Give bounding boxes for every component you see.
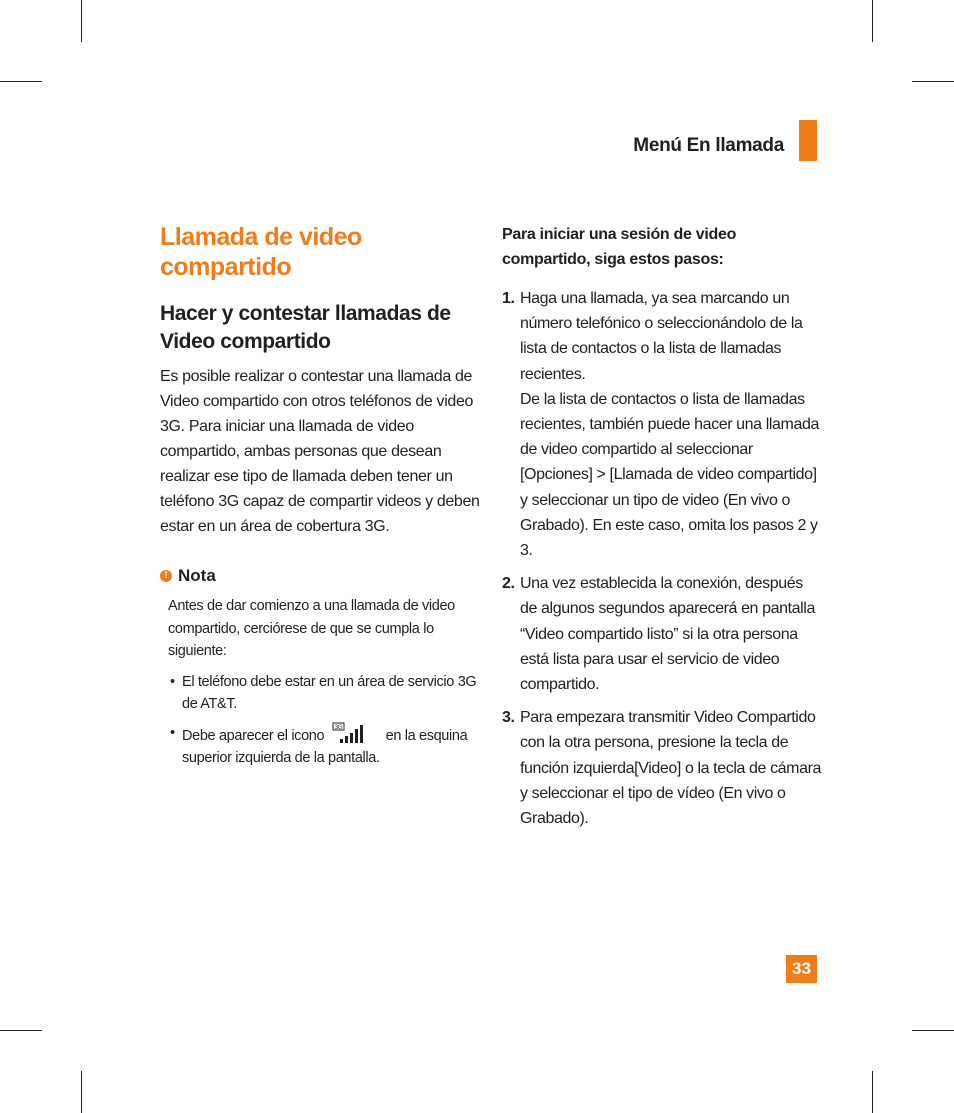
crop-mark	[912, 81, 954, 82]
crop-mark	[0, 1030, 42, 1031]
note-label: Nota	[178, 566, 216, 585]
3g-badge-text: 3G	[334, 724, 343, 731]
left-column	[160, 222, 480, 776]
section-title	[160, 222, 480, 282]
page-number: 33	[786, 955, 817, 983]
crop-mark	[872, 1071, 873, 1113]
note-text: Antes de dar comienzo a una llamada de video compartido, cerciórese de que se cumpla lo siguiente:	[168, 598, 455, 659]
list-item-text-after: en la esquina superior izquierda de la pantalla.	[182, 727, 468, 766]
subsection-title-line2: Video compartido	[160, 330, 331, 353]
step-text: Para empezara transmitir Video Compartido con la otra persona, presione la tecla de función izquierda[Video] o la tecla de cámara y seleccionar el tipo de vídeo (En vivo o Grabado).	[520, 709, 822, 828]
crop-mark	[0, 81, 42, 82]
section-tab-marker	[799, 120, 817, 161]
crop-mark	[912, 1030, 954, 1031]
warning-icon: !	[160, 570, 172, 582]
steps-intro: Para iniciar una sesión de video compartido, siga estos pasos:	[502, 226, 737, 268]
right-column	[502, 222, 822, 839]
note-list	[168, 671, 480, 770]
list-item	[168, 671, 480, 716]
list-item	[168, 722, 480, 770]
crop-mark	[81, 1071, 82, 1113]
subsection-title	[160, 300, 480, 356]
list-item-text: El teléfono debe estar en un área de servicio 3G de AT&T.	[182, 673, 477, 712]
bullet: •	[170, 673, 175, 690]
steps-list	[502, 286, 822, 831]
bullet: •	[170, 724, 175, 741]
step-number: 3.	[502, 709, 515, 727]
intro-paragraph: Es posible realizar o contestar una llamada de Video compartido con otros teléfonos de video 3G. Para iniciar una llamada de video compartido, ambas personas que desean realizar ese tipo de llamada deben tener un teléfono 3G capaz de compartir videos y deben estar en un área de cobertura 3G.	[160, 368, 480, 535]
subsection-title-line1: Hacer y contestar llamadas de	[160, 302, 451, 325]
step-text: Haga una llamada, ya sea marcando un número telefónico o seleccionándolo de la lista de contactos o la lista de llamadas recientes.	[520, 290, 803, 383]
step-text: Una vez establecida la conexión, después de algunos segundos aparecerá en pantalla “Video compartido listo” si la otra persona está lista para usar el servicio de video compartido.	[520, 575, 815, 694]
step-number: 2.	[502, 575, 515, 593]
list-item-text-before: Debe aparecer el icono	[182, 727, 325, 744]
step-number: 1.	[502, 290, 515, 307]
crop-mark	[872, 0, 873, 42]
section-title-line2: compartido	[160, 253, 292, 281]
3g-signal-icon	[332, 722, 370, 744]
running-header: Menú En llamada	[633, 135, 784, 156]
note-heading	[160, 565, 480, 587]
crop-mark	[81, 0, 82, 42]
step-text-continued: De la lista de contactos o lista de llamadas recientes, también puede hacer una llamada de video compartido al seleccionar [Opciones] > [Llamada de video compartido] y seleccionar un tipo de video (En vivo o Grabado). En este caso, omita los pasos 2 y 3.	[520, 390, 819, 560]
section-title-line1: Llamada de video	[160, 223, 362, 251]
step-item	[502, 286, 822, 563]
step-item	[502, 571, 822, 697]
step-item	[502, 705, 822, 831]
